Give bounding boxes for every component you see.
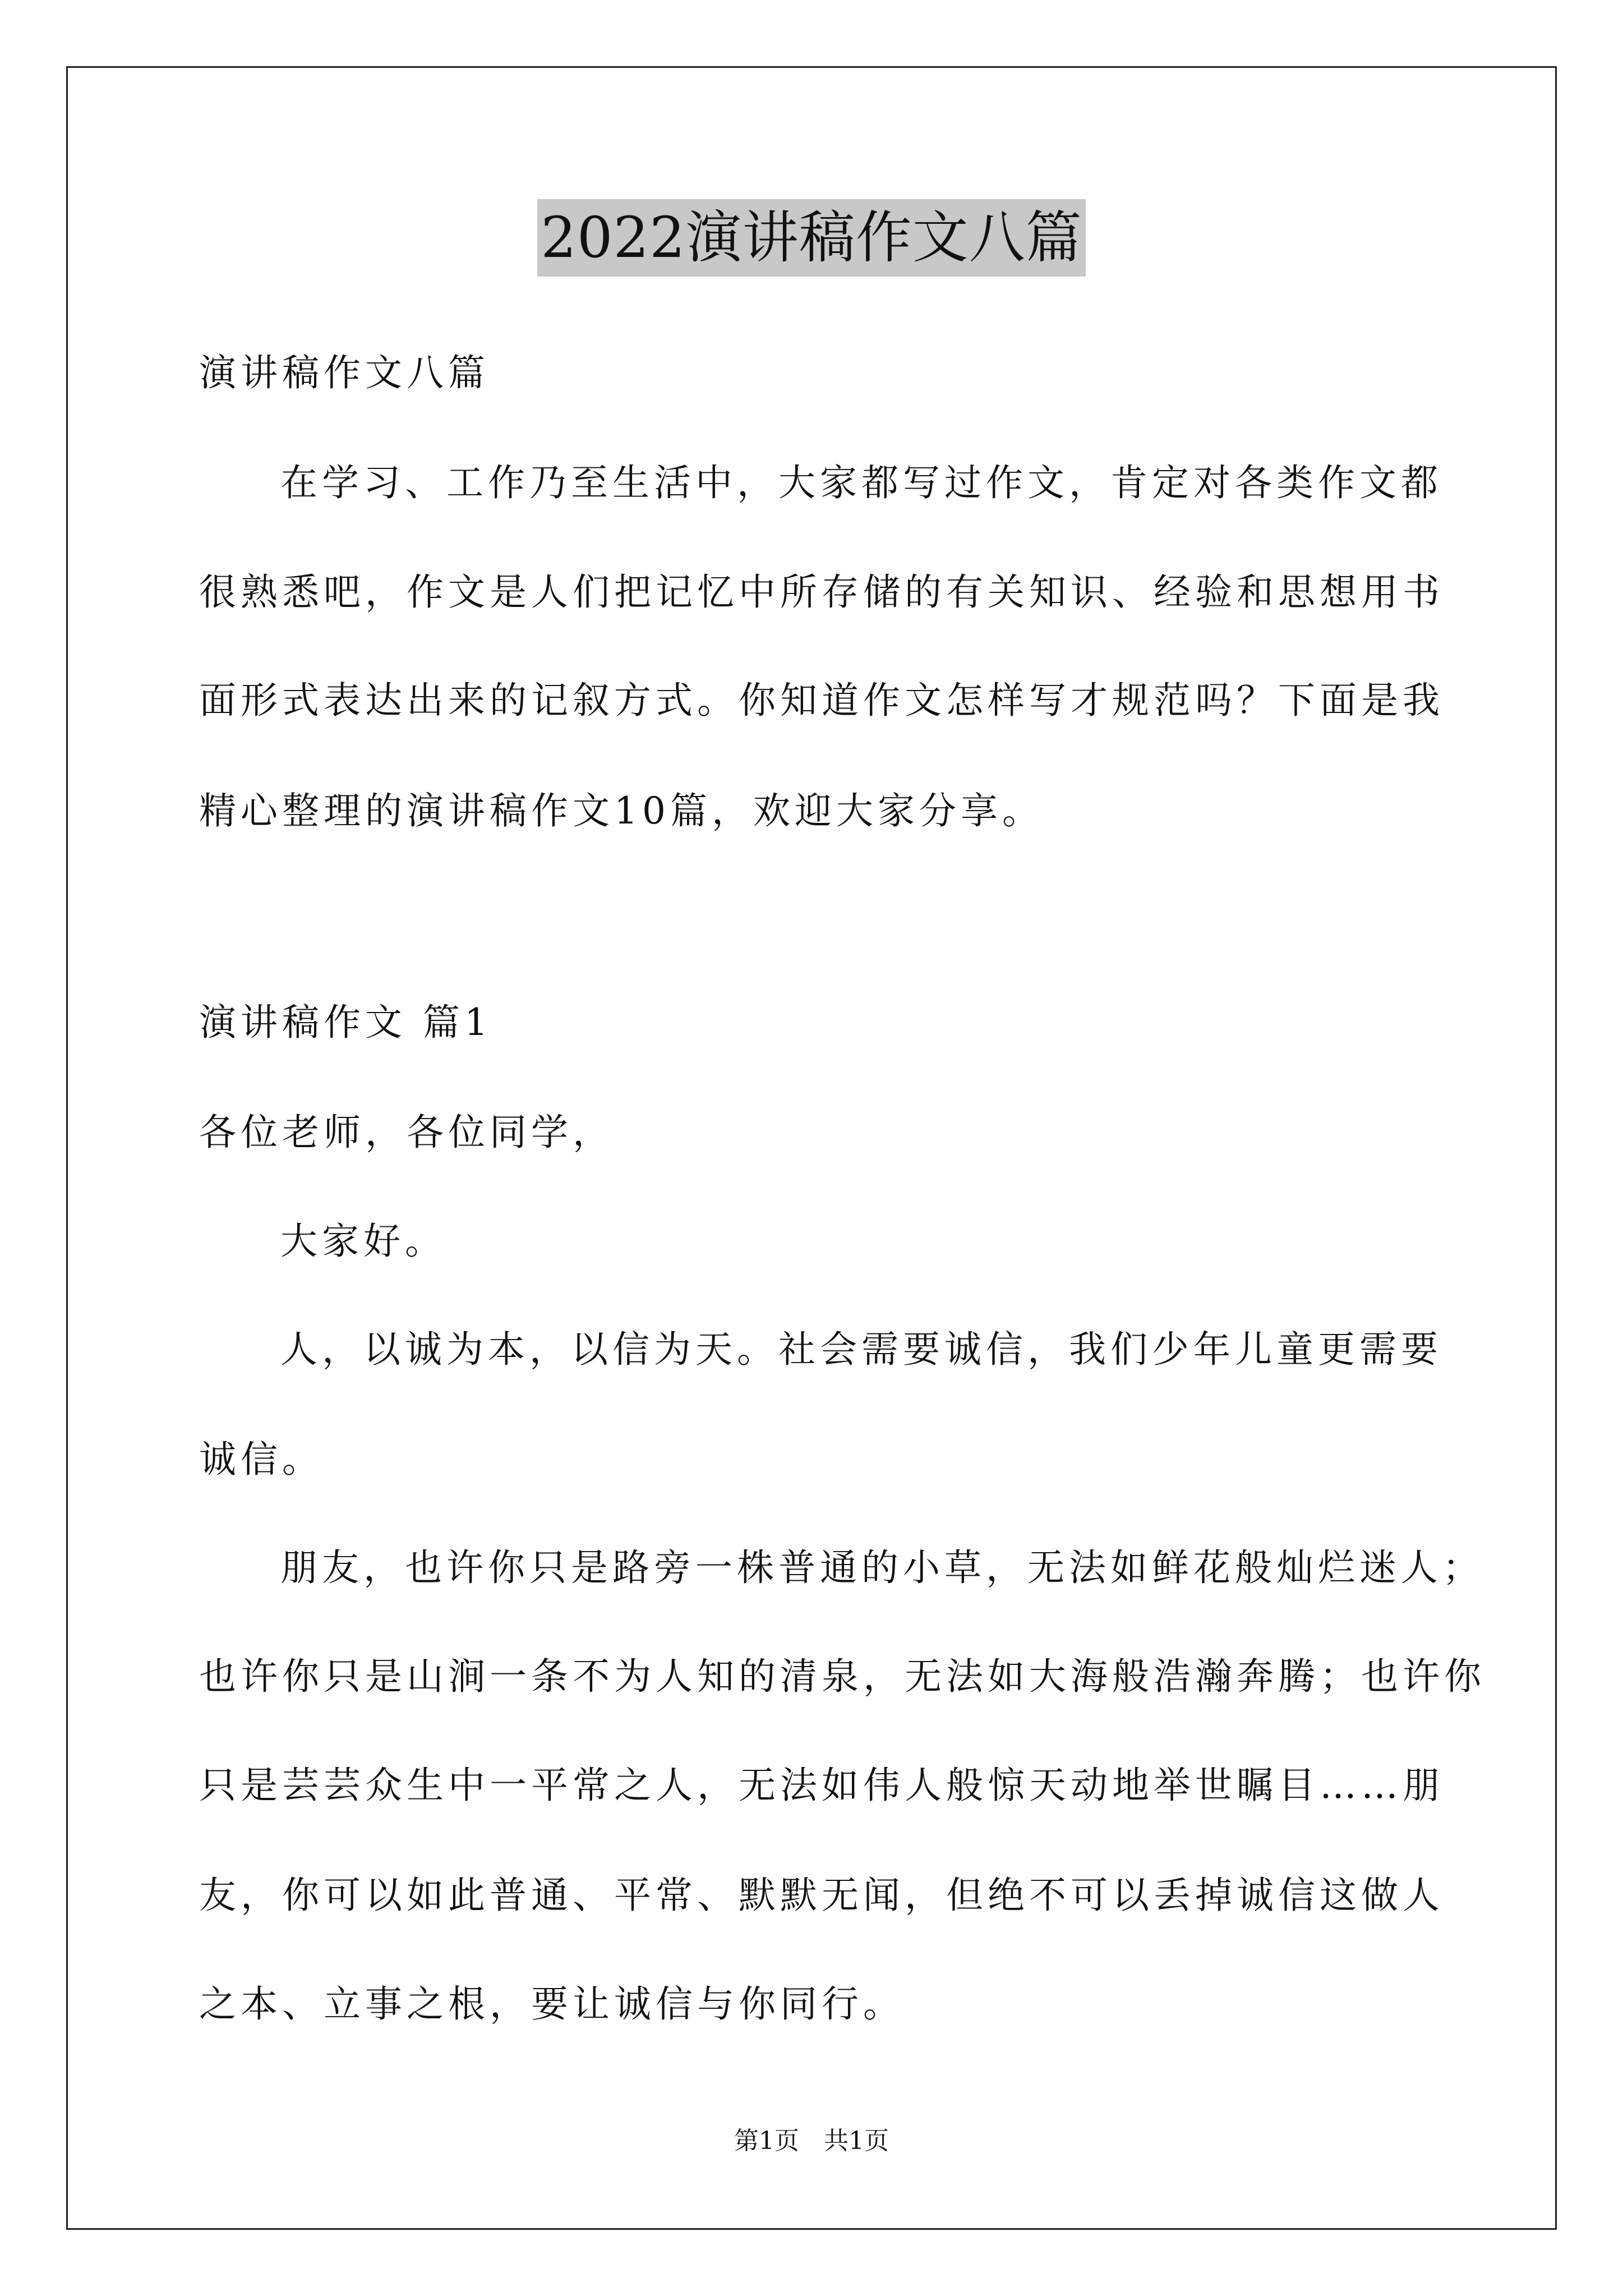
paragraph-2-line-5: 之本、立事之根，要让诚信与你同行。 [199,1982,905,2026]
essay-heading: 演讲稿作文 篇1 [199,1001,492,1044]
title-container [0,199,1623,277]
paragraph-2-line-2: 也许你只是山涧一条不为人知的清泉，无法如大海般浩瀚奔腾；也许你 [199,1655,1486,1698]
paragraph-1-line-1: 人，以诚为本，以信为天。社会需要诚信，我们少年儿童更需要 [280,1328,1442,1371]
hello-line: 大家好。 [280,1220,446,1263]
paragraph-2-line-1: 朋友，也许你只是路旁一株普通的小草，无法如鲜花般灿烂迷人； [280,1546,1484,1589]
intro-line-2: 很熟悉吧，作文是人们把记忆中所存储的有关知识、经验和思想用书 [199,570,1444,614]
intro-line-1: 在学习、工作乃至生活中，大家都写过作文，肯定对各类作文都 [280,461,1442,504]
intro-line-3: 面形式表达出来的记叙方式。你知道作文怎样写才规范吗？下面是我 [199,679,1444,722]
page-number-footer: 第1页 共1页 [734,2127,889,2155]
paragraph-2-line-3: 只是芸芸众生中一平常之人，无法如伟人般惊天动地举世瞩目……朋 [199,1764,1444,1807]
paragraph-1-line-2: 诚信。 [199,1438,324,1481]
section-heading: 演讲稿作文八篇 [199,351,490,394]
intro-line-4: 精心整理的演讲稿作文10篇，欢迎大家分享。 [199,789,1044,832]
document-title: 2022演讲稿作文八篇 [537,199,1086,277]
paragraph-2-line-4: 友，你可以如此普通、平常、默默无闻，但绝不可以丢掉诚信这做人 [199,1874,1444,1917]
greeting-line: 各位老师，各位同学， [199,1111,614,1154]
